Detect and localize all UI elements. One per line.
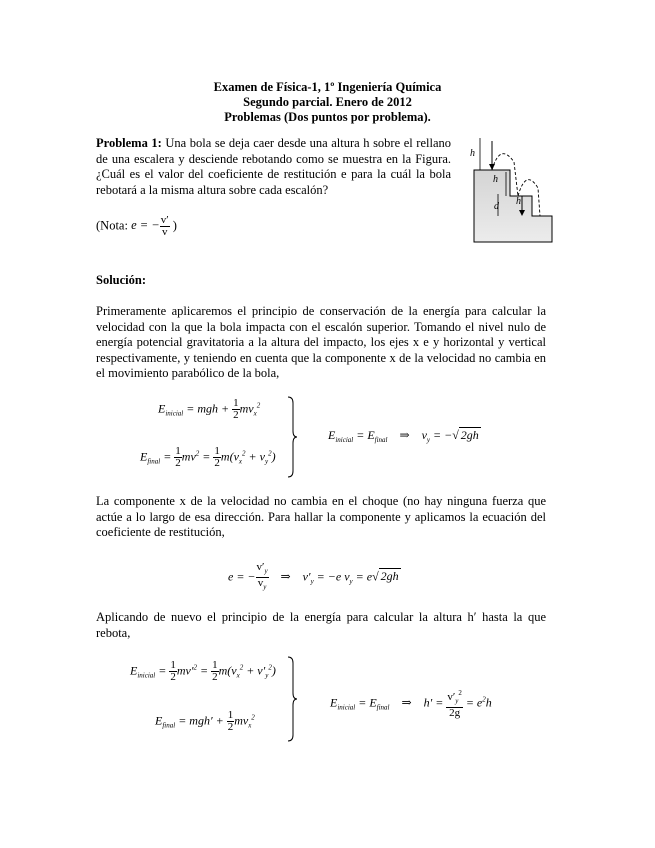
problem-note: (Nota: e = − $\frac{v'}{v}$ ) bbox=[96, 214, 177, 238]
figure-label-h-mid: h bbox=[493, 174, 498, 185]
header-line-1: Examen de Física-1, 1º Ingeniería Química bbox=[213, 80, 442, 94]
equation-restitution: e = − $\frac{v'_y}{v_y}$ ⇒ $v'_y = -e$ $v_y = e√$ 2gh bbox=[228, 561, 399, 591]
equation-e-final-1: $E_{final}$ = $\frac{1}{2}$ $mv^2$ = $\frac{1}{2}$ $m(v_x^2 + v_y^2)$ bbox=[140, 445, 276, 469]
solution-paragraph-1: Primeramente aplicaremos el principio de conservación de la energía para calcular la velocidad con la que la bola impacta con el escalón superior. Tomando el nivel nulo de energía potencial gravitatoria a la altura del impacto, los ejes x e y horizontal y vertical respectivamente, y teniendo en cuenta que la componente x de la velocidad no cambia en el movimiento parabólico de la bola, bbox=[96, 304, 546, 380]
header-line-2: Segundo parcial. Enero de 2012 bbox=[243, 95, 412, 109]
equation-result-2: $E_{inicial} = E_{final}$ ⇒ h′ = $\frac{v'_y^2}{2g}$ = $e^2h$ bbox=[330, 689, 492, 719]
problem-statement bbox=[96, 136, 451, 198]
brace-2 bbox=[286, 655, 298, 743]
equation-e-initial-1: $E_{inicial}$ = mgh + $\frac{1}{2}$ $mv_x^2$ bbox=[158, 397, 261, 421]
equation-e-final-2: $E_{final} = mgh'$ + $\frac{1}{2}$ $mv_x^2$ bbox=[155, 709, 255, 733]
header-line-3: Problemas (Dos puntos por problema). bbox=[224, 110, 431, 124]
problem-label: Problema 1: bbox=[96, 136, 162, 150]
figure-label-h-bot: h bbox=[516, 196, 521, 207]
figure-label-d: d bbox=[494, 201, 499, 212]
problem-text: Una bola se deja caer desde una altura h sobre el rellano de una escalera y desciende rebotando como se muestra en la Figura. ¿Cuál es el valor del coeficiente de restitución e para la cuál la bola rebotará a la misma altura sobre cada escalón? bbox=[96, 136, 451, 197]
equation-e-initial-2: $E_{inicial}$ = $\frac{1}{2}$ $mv'^2$ = $\frac{1}{2}$ $m(v_x^2 + v'_y^2)$ bbox=[130, 659, 276, 683]
brace-1 bbox=[286, 395, 298, 480]
solution-paragraph-2: La componente x de la velocidad no cambia en el choque (no hay ninguna fuerza que actúe a lo largo de esa dirección. Para hallar la componente y aplicamos la ecuación del coeficiente de restitución, bbox=[96, 494, 546, 539]
solution-paragraph-3: Aplicando de nuevo el principio de la energía para calcular la altura h′ hasta la que rebota, bbox=[96, 610, 546, 640]
exam-header bbox=[0, 80, 655, 125]
staircase-figure bbox=[462, 136, 558, 246]
equation-result-1: $E_{inicial} = E_{final}$ ⇒ $v_y$ = −√ 2gh bbox=[328, 428, 479, 444]
solution-title: Solución: bbox=[96, 273, 147, 287]
figure-label-h-top: h bbox=[470, 148, 475, 159]
